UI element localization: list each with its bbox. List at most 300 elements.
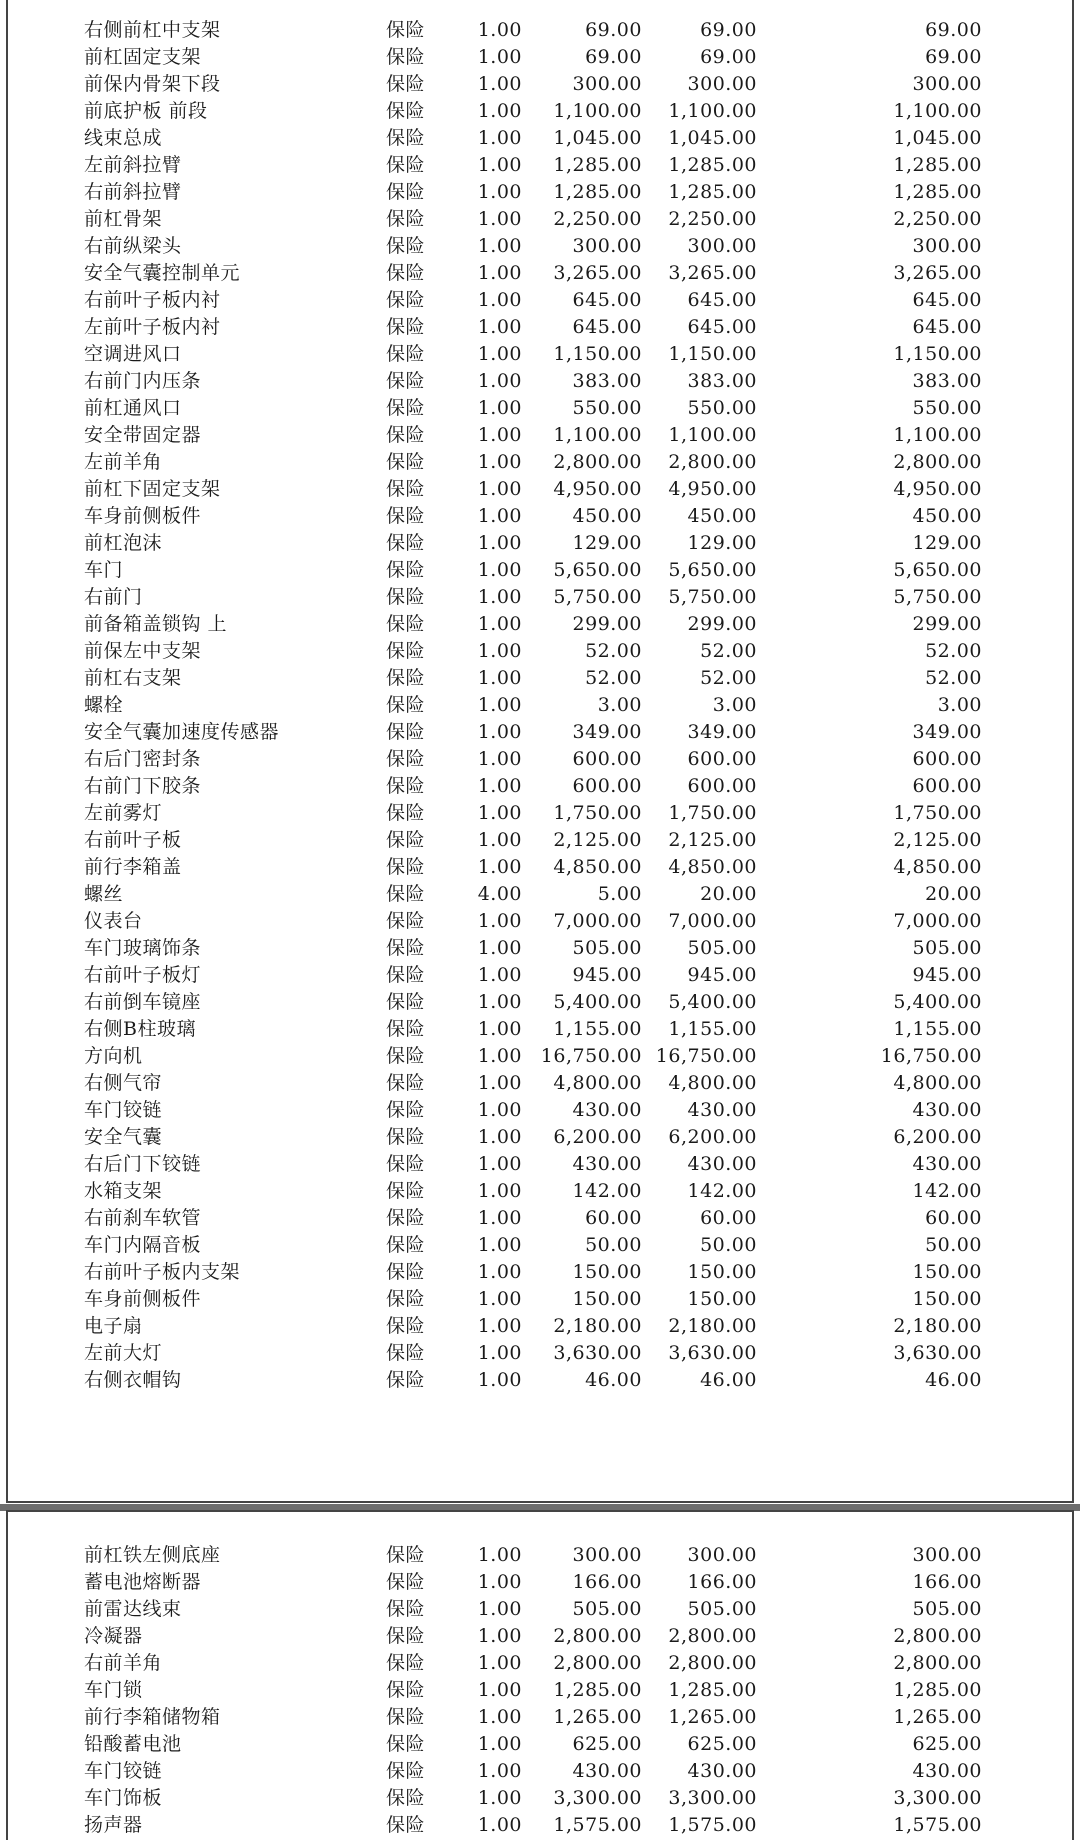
part-quantity: 1.00 [477, 1598, 522, 1620]
part-amount: 645.00 [687, 316, 757, 338]
part-category: 保险 [386, 559, 426, 581]
part-name: 左前斜拉臂 [84, 154, 182, 176]
part-total: 20.00 [925, 883, 982, 905]
table-row [8, 1596, 1072, 1623]
part-amount: 1,155.00 [668, 1018, 757, 1040]
part-total: 5,650.00 [893, 559, 982, 581]
part-amount: 430.00 [687, 1099, 757, 1121]
part-name: 右前叶子板 [84, 829, 182, 851]
table-row [8, 1259, 1072, 1286]
part-name: 蓄电池熔断器 [84, 1571, 202, 1593]
part-unit-price: 645.00 [572, 316, 642, 338]
part-category: 保险 [386, 1180, 426, 1202]
part-total: 16,750.00 [880, 1045, 982, 1067]
part-quantity: 1.00 [477, 532, 522, 554]
part-name: 安全气囊加速度传感器 [84, 721, 280, 743]
table-row [8, 827, 1072, 854]
part-name: 右侧前杠中支架 [84, 19, 221, 41]
table-row [8, 1340, 1072, 1367]
part-category: 保险 [386, 1234, 426, 1256]
part-total: 550.00 [912, 397, 982, 419]
part-name: 右前门内压条 [84, 370, 202, 392]
part-quantity: 1.00 [477, 964, 522, 986]
part-unit-price: 2,180.00 [553, 1315, 642, 1337]
table-row [8, 1043, 1072, 1070]
part-category: 保险 [386, 1288, 426, 1310]
part-category: 保险 [386, 1207, 426, 1229]
part-unit-price: 430.00 [572, 1153, 642, 1175]
part-quantity: 1.00 [477, 1733, 522, 1755]
part-quantity: 1.00 [477, 1261, 522, 1283]
part-name: 前雷达线束 [84, 1598, 182, 1620]
part-amount: 600.00 [687, 775, 757, 797]
part-unit-price: 150.00 [572, 1288, 642, 1310]
table-row [8, 260, 1072, 287]
part-unit-price: 2,800.00 [553, 451, 642, 473]
part-category: 保险 [386, 1045, 426, 1067]
part-name: 前保左中支架 [84, 640, 202, 662]
part-category: 保险 [386, 154, 426, 176]
part-name: 前杠骨架 [84, 208, 163, 230]
part-category: 保险 [386, 1342, 426, 1364]
part-quantity: 1.00 [477, 154, 522, 176]
table-row [8, 287, 1072, 314]
part-quantity: 1.00 [477, 1342, 522, 1364]
table-row [8, 800, 1072, 827]
part-unit-price: 60.00 [585, 1207, 642, 1229]
part-unit-price: 150.00 [572, 1261, 642, 1283]
table-row [8, 1623, 1072, 1650]
table-row [8, 1542, 1072, 1569]
part-amount: 4,850.00 [668, 856, 757, 878]
part-category: 保险 [386, 424, 426, 446]
part-amount: 2,180.00 [668, 1315, 757, 1337]
part-quantity: 1.00 [477, 829, 522, 851]
part-quantity: 1.00 [477, 1207, 522, 1229]
part-unit-price: 349.00 [572, 721, 642, 743]
part-name: 前杠泡沫 [84, 532, 163, 554]
part-name: 右前叶子板内支架 [84, 1261, 241, 1283]
part-total: 69.00 [925, 19, 982, 41]
part-name: 空调进风口 [84, 343, 182, 365]
part-category: 保险 [386, 991, 426, 1013]
part-name: 左前雾灯 [84, 802, 163, 824]
part-name: 前行李箱盖 [84, 856, 182, 878]
part-category: 保险 [386, 1652, 426, 1674]
part-unit-price: 505.00 [572, 937, 642, 959]
part-name: 方向机 [84, 1045, 143, 1067]
part-name: 右后门下铰链 [84, 1153, 202, 1175]
part-total: 52.00 [925, 640, 982, 662]
part-amount: 300.00 [687, 73, 757, 95]
part-name: 前保内骨架下段 [84, 73, 221, 95]
part-category: 保险 [386, 316, 426, 338]
part-quantity: 1.00 [477, 262, 522, 284]
part-quantity: 1.00 [477, 397, 522, 419]
table-row [8, 314, 1072, 341]
part-quantity: 1.00 [477, 343, 522, 365]
part-unit-price: 4,850.00 [553, 856, 642, 878]
part-name: 车门铰链 [84, 1760, 163, 1782]
part-amount: 142.00 [687, 1180, 757, 1202]
part-unit-price: 5.00 [597, 883, 642, 905]
part-unit-price: 1,150.00 [553, 343, 642, 365]
part-name: 前杠铁左侧底座 [84, 1544, 221, 1566]
part-amount: 5,750.00 [668, 586, 757, 608]
part-name: 左前羊角 [84, 451, 163, 473]
part-unit-price: 5,750.00 [553, 586, 642, 608]
part-name: 右后门密封条 [84, 748, 202, 770]
part-amount: 505.00 [687, 1598, 757, 1620]
part-name: 右前叶子板内衬 [84, 289, 221, 311]
table-row [8, 1812, 1072, 1839]
part-unit-price: 3,630.00 [553, 1342, 642, 1364]
part-name: 车门玻璃饰条 [84, 937, 202, 959]
part-amount: 430.00 [687, 1153, 757, 1175]
part-unit-price: 5,400.00 [553, 991, 642, 1013]
part-quantity: 1.00 [477, 1814, 522, 1836]
part-unit-price: 1,285.00 [553, 154, 642, 176]
table-row [8, 665, 1072, 692]
table-row [8, 152, 1072, 179]
part-quantity: 4.00 [477, 883, 522, 905]
part-total: 1,045.00 [893, 127, 982, 149]
part-total: 5,750.00 [893, 586, 982, 608]
part-amount: 16,750.00 [655, 1045, 757, 1067]
part-name: 前杠固定支架 [84, 46, 202, 68]
part-unit-price: 1,750.00 [553, 802, 642, 824]
part-name: 扬声器 [84, 1814, 143, 1836]
part-name: 前杠下固定支架 [84, 478, 221, 500]
part-category: 保险 [386, 1625, 426, 1647]
part-category: 保险 [386, 478, 426, 500]
part-amount: 1,285.00 [668, 154, 757, 176]
table-row [8, 1704, 1072, 1731]
part-total: 3,300.00 [893, 1787, 982, 1809]
part-total: 129.00 [912, 532, 982, 554]
part-category: 保险 [386, 343, 426, 365]
table-row [8, 989, 1072, 1016]
part-quantity: 1.00 [477, 1315, 522, 1337]
part-unit-price: 1,575.00 [553, 1814, 642, 1836]
part-unit-price: 299.00 [572, 613, 642, 635]
part-quantity: 1.00 [477, 1045, 522, 1067]
table-row [8, 1151, 1072, 1178]
table-row [8, 368, 1072, 395]
part-category: 保险 [386, 370, 426, 392]
part-amount: 69.00 [700, 19, 757, 41]
part-total: 430.00 [912, 1099, 982, 1121]
part-total: 299.00 [912, 613, 982, 635]
part-category: 保险 [386, 937, 426, 959]
part-unit-price: 645.00 [572, 289, 642, 311]
part-category: 保险 [386, 127, 426, 149]
part-name: 右前倒车镜座 [84, 991, 202, 1013]
part-total: 69.00 [925, 46, 982, 68]
part-unit-price: 142.00 [572, 1180, 642, 1202]
part-amount: 3,300.00 [668, 1787, 757, 1809]
part-unit-price: 4,950.00 [553, 478, 642, 500]
table-row [8, 962, 1072, 989]
part-quantity: 1.00 [477, 289, 522, 311]
part-total: 600.00 [912, 775, 982, 797]
table-row [8, 179, 1072, 206]
part-quantity: 1.00 [477, 1180, 522, 1202]
part-total: 2,250.00 [893, 208, 982, 230]
part-quantity: 1.00 [477, 694, 522, 716]
part-category: 保险 [386, 73, 426, 95]
part-amount: 299.00 [687, 613, 757, 635]
part-total: 300.00 [912, 1544, 982, 1566]
part-unit-price: 69.00 [585, 19, 642, 41]
part-total: 383.00 [912, 370, 982, 392]
part-unit-price: 2,250.00 [553, 208, 642, 230]
part-amount: 52.00 [700, 667, 757, 689]
part-amount: 383.00 [687, 370, 757, 392]
part-category: 保险 [386, 262, 426, 284]
part-amount: 2,250.00 [668, 208, 757, 230]
part-amount: 945.00 [687, 964, 757, 986]
part-amount: 1,285.00 [668, 1679, 757, 1701]
part-quantity: 1.00 [477, 100, 522, 122]
part-category: 保险 [386, 694, 426, 716]
part-category: 保险 [386, 721, 426, 743]
part-quantity: 1.00 [477, 181, 522, 203]
part-quantity: 1.00 [477, 424, 522, 446]
part-category: 保险 [386, 505, 426, 527]
table-row [8, 1785, 1072, 1812]
part-quantity: 1.00 [477, 478, 522, 500]
part-category: 保险 [386, 1760, 426, 1782]
part-name: 车门 [84, 559, 124, 581]
part-category: 保险 [386, 1153, 426, 1175]
part-amount: 1,100.00 [668, 424, 757, 446]
part-name: 车门饰板 [84, 1787, 163, 1809]
part-total: 2,800.00 [893, 1652, 982, 1674]
part-total: 600.00 [912, 748, 982, 770]
table-row [8, 881, 1072, 908]
part-total: 1,285.00 [893, 181, 982, 203]
part-total: 46.00 [925, 1369, 982, 1391]
part-total: 430.00 [912, 1153, 982, 1175]
part-total: 7,000.00 [893, 910, 982, 932]
part-category: 保险 [386, 1261, 426, 1283]
part-total: 150.00 [912, 1288, 982, 1310]
part-total: 5,400.00 [893, 991, 982, 1013]
part-category: 保险 [386, 451, 426, 473]
table-row [8, 206, 1072, 233]
part-quantity: 1.00 [477, 667, 522, 689]
part-total: 1,750.00 [893, 802, 982, 824]
part-total: 2,800.00 [893, 1625, 982, 1647]
part-amount: 46.00 [700, 1369, 757, 1391]
part-quantity: 1.00 [477, 1571, 522, 1593]
part-total: 150.00 [912, 1261, 982, 1283]
part-category: 保险 [386, 1544, 426, 1566]
part-unit-price: 3,265.00 [553, 262, 642, 284]
part-total: 505.00 [912, 1598, 982, 1620]
table-row [8, 1650, 1072, 1677]
part-unit-price: 600.00 [572, 775, 642, 797]
table-row [8, 854, 1072, 881]
part-total: 1,285.00 [893, 154, 982, 176]
table-row [8, 1731, 1072, 1758]
part-category: 保险 [386, 883, 426, 905]
part-amount: 3.00 [712, 694, 757, 716]
part-unit-price: 5,650.00 [553, 559, 642, 581]
part-amount: 7,000.00 [668, 910, 757, 932]
part-quantity: 1.00 [477, 856, 522, 878]
table-row [8, 1070, 1072, 1097]
part-name: 前底护板 前段 [84, 100, 208, 122]
part-unit-price: 16,750.00 [540, 1045, 642, 1067]
part-name: 螺丝 [84, 883, 124, 905]
table-row [8, 1313, 1072, 1340]
table-row [8, 1124, 1072, 1151]
table-row [8, 503, 1072, 530]
table-row [8, 1097, 1072, 1124]
part-quantity: 1.00 [477, 1369, 522, 1391]
table-row [8, 746, 1072, 773]
part-quantity: 1.00 [477, 1706, 522, 1728]
table-row [8, 692, 1072, 719]
part-category: 保险 [386, 100, 426, 122]
part-unit-price: 50.00 [585, 1234, 642, 1256]
table-row [8, 125, 1072, 152]
part-amount: 2,800.00 [668, 451, 757, 473]
part-quantity: 1.00 [477, 208, 522, 230]
part-name: 右前刹车软管 [84, 1207, 202, 1229]
part-quantity: 1.00 [477, 370, 522, 392]
part-quantity: 1.00 [477, 1625, 522, 1647]
part-category: 保险 [386, 532, 426, 554]
part-name: 前杠右支架 [84, 667, 182, 689]
part-unit-price: 430.00 [572, 1760, 642, 1782]
part-quantity: 1.00 [477, 73, 522, 95]
table-row [8, 476, 1072, 503]
part-total: 1,285.00 [893, 1679, 982, 1701]
part-category: 保险 [386, 235, 426, 257]
part-quantity: 1.00 [477, 775, 522, 797]
part-category: 保险 [386, 208, 426, 230]
part-category: 保险 [386, 802, 426, 824]
part-quantity: 1.00 [477, 127, 522, 149]
part-quantity: 1.00 [477, 721, 522, 743]
part-amount: 1,100.00 [668, 100, 757, 122]
part-total: 645.00 [912, 316, 982, 338]
part-quantity: 1.00 [477, 1153, 522, 1175]
part-category: 保险 [386, 1814, 426, 1836]
part-amount: 52.00 [700, 640, 757, 662]
part-amount: 1,575.00 [668, 1814, 757, 1836]
part-category: 保险 [386, 1706, 426, 1728]
part-quantity: 1.00 [477, 991, 522, 1013]
part-unit-price: 300.00 [572, 235, 642, 257]
part-category: 保险 [386, 1733, 426, 1755]
part-name: 左前大灯 [84, 1342, 163, 1364]
part-quantity: 1.00 [477, 505, 522, 527]
part-name: 车身前侧板件 [84, 505, 202, 527]
part-unit-price: 3.00 [597, 694, 642, 716]
part-total: 166.00 [912, 1571, 982, 1593]
part-quantity: 1.00 [477, 937, 522, 959]
part-amount: 450.00 [687, 505, 757, 527]
part-total: 1,100.00 [893, 424, 982, 446]
part-unit-price: 52.00 [585, 667, 642, 689]
table-row [8, 1016, 1072, 1043]
part-total: 52.00 [925, 667, 982, 689]
table-row [8, 422, 1072, 449]
table-row [8, 1677, 1072, 1704]
part-amount: 1,285.00 [668, 181, 757, 203]
part-quantity: 1.00 [477, 1544, 522, 1566]
part-quantity: 1.00 [477, 910, 522, 932]
part-total: 3,630.00 [893, 1342, 982, 1364]
part-total: 625.00 [912, 1733, 982, 1755]
part-total: 645.00 [912, 289, 982, 311]
part-category: 保险 [386, 640, 426, 662]
part-total: 2,180.00 [893, 1315, 982, 1337]
part-unit-price: 430.00 [572, 1099, 642, 1121]
table-row [8, 719, 1072, 746]
part-amount: 6,200.00 [668, 1126, 757, 1148]
part-name: 冷凝器 [84, 1625, 143, 1647]
part-quantity: 1.00 [477, 1234, 522, 1256]
part-unit-price: 129.00 [572, 532, 642, 554]
part-unit-price: 625.00 [572, 1733, 642, 1755]
table-row [8, 1205, 1072, 1232]
part-amount: 300.00 [687, 235, 757, 257]
part-unit-price: 600.00 [572, 748, 642, 770]
part-quantity: 1.00 [477, 640, 522, 662]
table-row [8, 1367, 1072, 1394]
part-quantity: 1.00 [477, 235, 522, 257]
part-category: 保险 [386, 667, 426, 689]
part-quantity: 1.00 [477, 559, 522, 581]
part-amount: 1,265.00 [668, 1706, 757, 1728]
part-total: 3,265.00 [893, 262, 982, 284]
part-unit-price: 1,285.00 [553, 181, 642, 203]
part-amount: 3,265.00 [668, 262, 757, 284]
part-amount: 166.00 [687, 1571, 757, 1593]
part-total: 945.00 [912, 964, 982, 986]
part-amount: 600.00 [687, 748, 757, 770]
part-name: 右侧气帘 [84, 1072, 163, 1094]
part-unit-price: 1,100.00 [553, 424, 642, 446]
part-total: 4,800.00 [893, 1072, 982, 1094]
part-name: 右前斜拉臂 [84, 181, 182, 203]
table-row [8, 908, 1072, 935]
part-category: 保险 [386, 1598, 426, 1620]
part-total: 50.00 [925, 1234, 982, 1256]
part-total: 300.00 [912, 235, 982, 257]
part-category: 保险 [386, 964, 426, 986]
part-quantity: 1.00 [477, 586, 522, 608]
part-name: 安全气囊 [84, 1126, 163, 1148]
table-row [8, 341, 1072, 368]
part-amount: 2,800.00 [668, 1652, 757, 1674]
parts-table-page-2 [8, 1542, 1072, 1839]
part-quantity: 1.00 [477, 613, 522, 635]
part-unit-price: 166.00 [572, 1571, 642, 1593]
part-category: 保险 [386, 1126, 426, 1148]
table-row [8, 395, 1072, 422]
part-category: 保险 [386, 1315, 426, 1337]
part-total: 300.00 [912, 73, 982, 95]
part-amount: 300.00 [687, 1544, 757, 1566]
part-amount: 20.00 [700, 883, 757, 905]
table-row [8, 557, 1072, 584]
